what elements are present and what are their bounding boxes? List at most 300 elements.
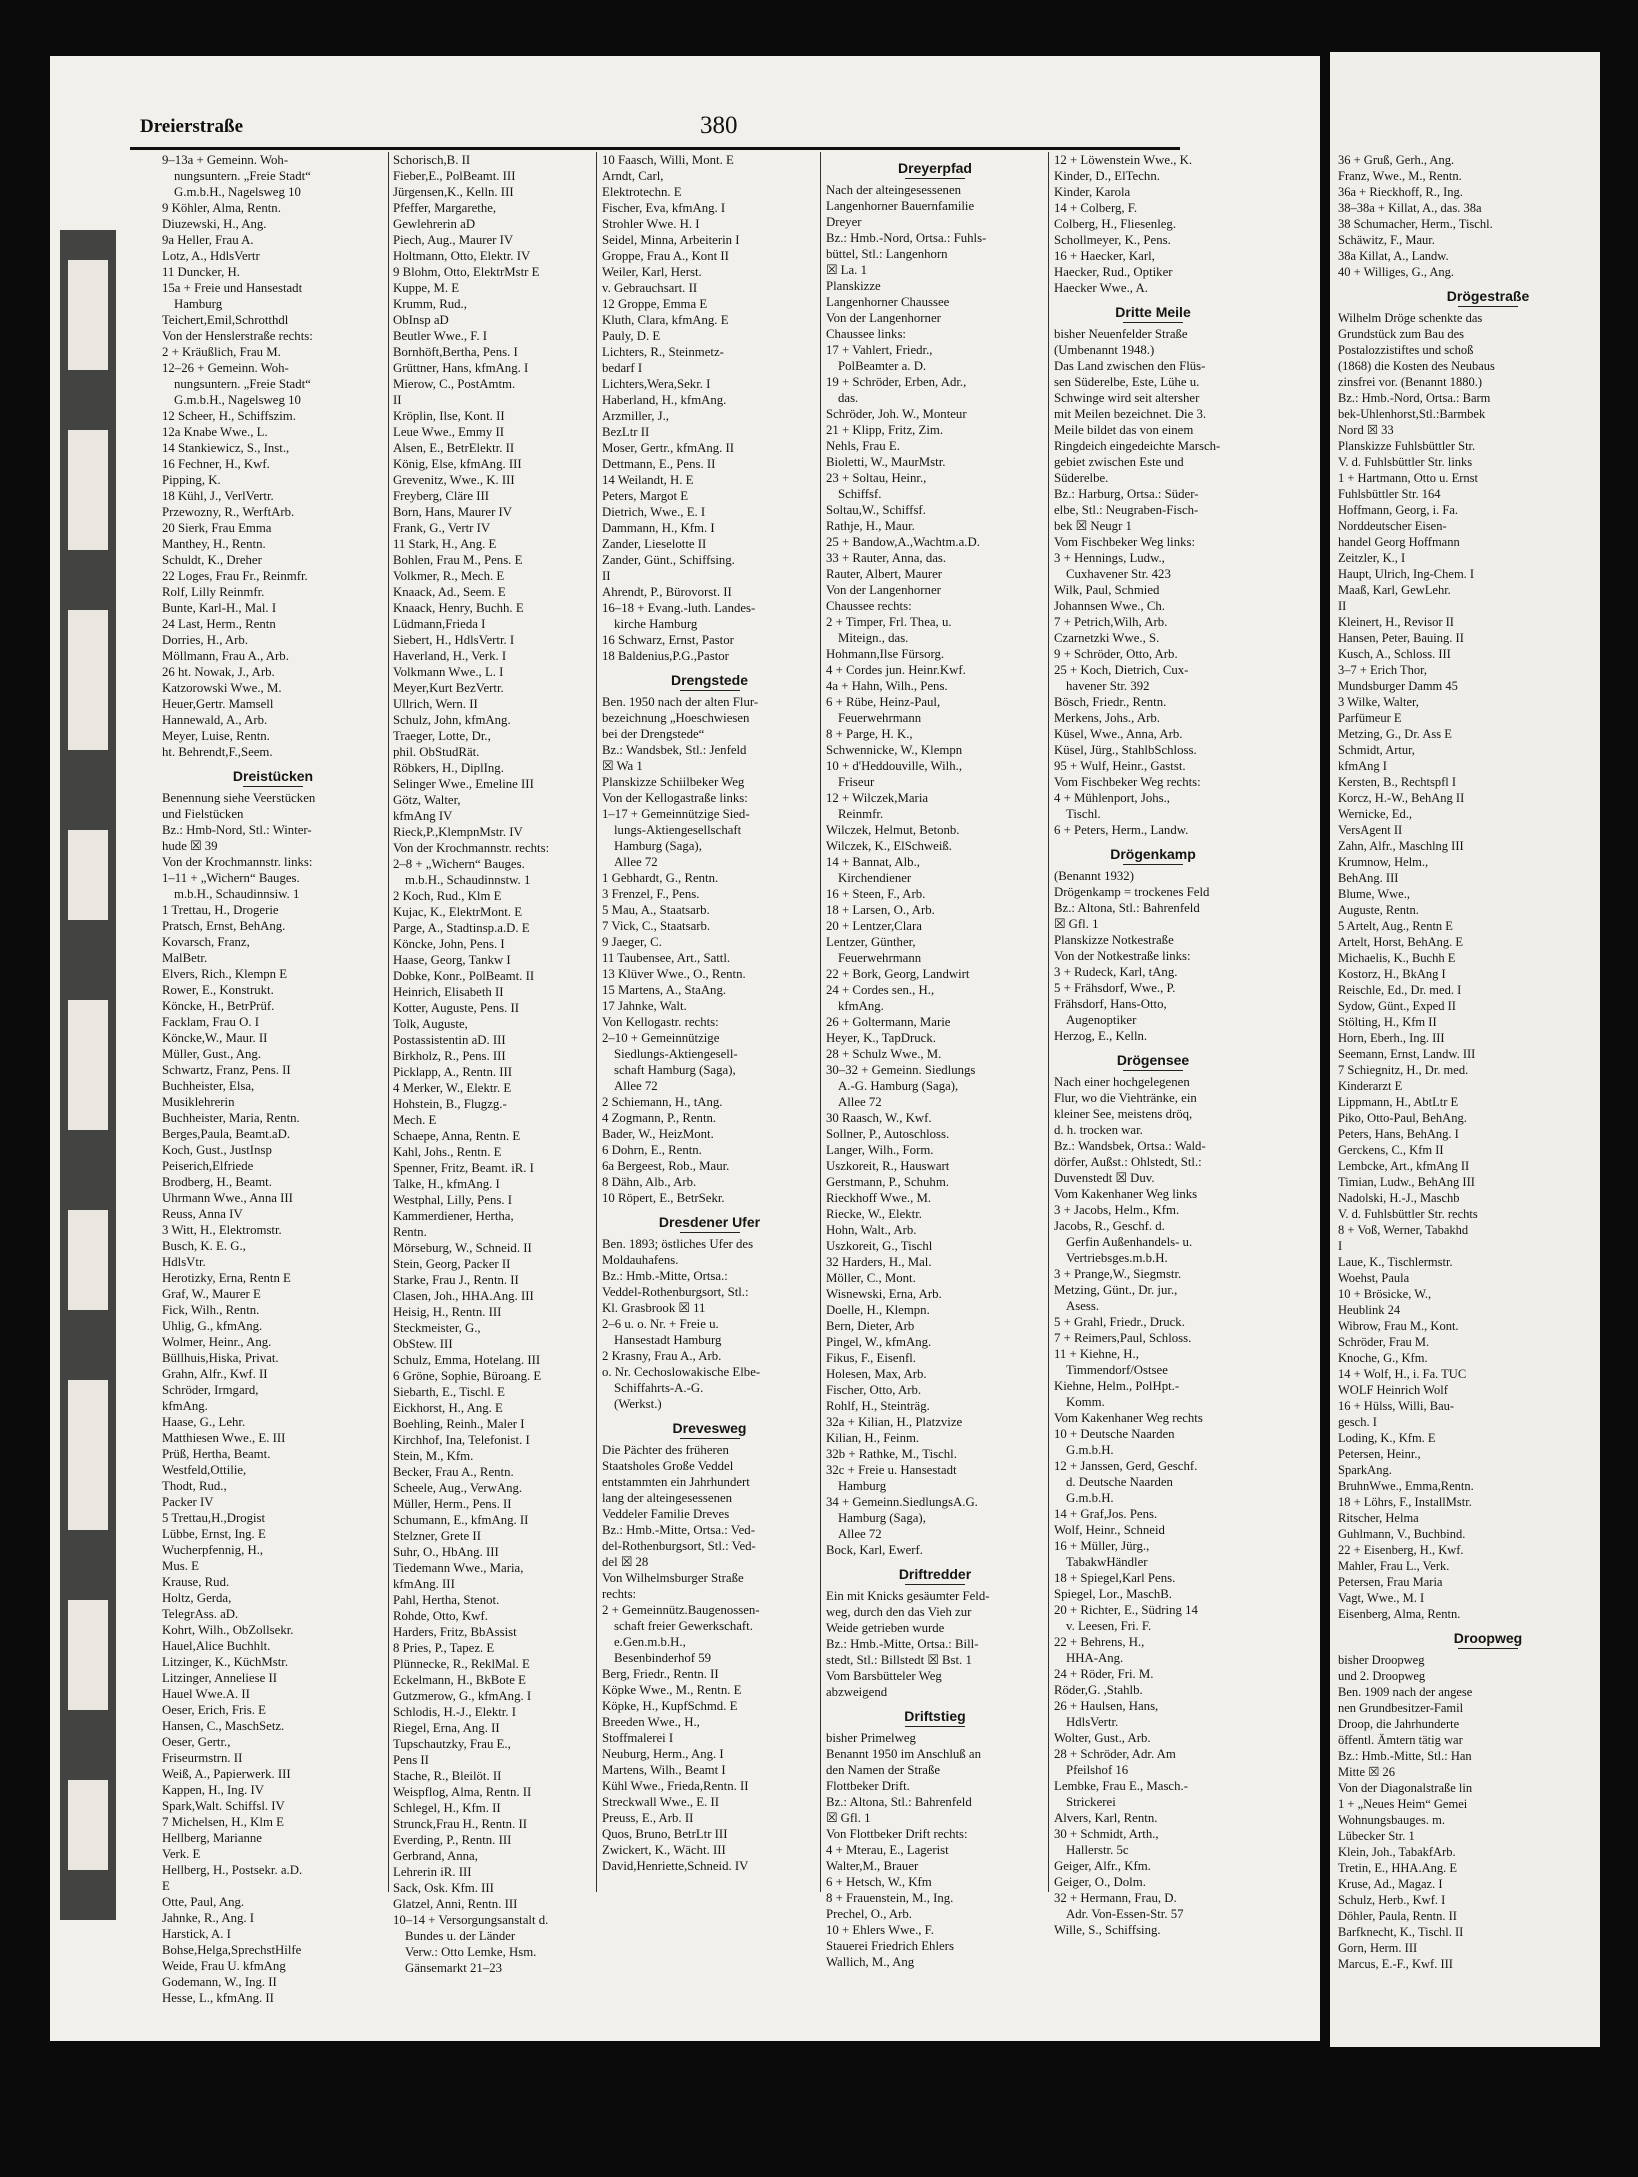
- list-item: Rieck,P.,KlempnMstr. IV: [393, 825, 523, 839]
- list-item: Weiß, A., Papierwerk. III: [162, 1767, 291, 1781]
- list-item: 21 + Klipp, Fritz, Zim.: [826, 423, 944, 437]
- list-item: Allee 72: [838, 1527, 882, 1541]
- list-item: 24 + Cordes sen., H.,: [826, 983, 935, 997]
- list-item: Lembcke, Art., kfmAng II: [1338, 1159, 1470, 1173]
- list-item: 22 + Bork, Georg, Landwirt: [826, 967, 970, 981]
- list-item: A.-G. Hamburg (Saga),: [838, 1079, 959, 1093]
- list-item: Verw.: Otto Lemke, Hsm.: [405, 1945, 537, 1959]
- list-item: Bz.: Altona, Stl.: Bahrenfeld: [826, 1795, 972, 1809]
- list-item: Benennung siehe Veerstücken: [162, 791, 316, 805]
- list-item: Schumann, E., kfmAng. II: [393, 1513, 529, 1527]
- list-item: Moser, Gertr., kfmAng. II: [602, 441, 735, 455]
- list-item: Wisnewski, Erna, Arb.: [826, 1287, 942, 1301]
- list-item: Haberland, H., kfmAng.: [602, 393, 727, 407]
- binding-mark: [68, 1210, 108, 1310]
- list-item: Stein, Georg, Packer II: [393, 1257, 511, 1271]
- list-item: Dietrich, Wwe., E. I: [602, 505, 706, 519]
- list-item: Jacobs, R., Geschf. d.: [1054, 1219, 1165, 1233]
- list-item: Woehst, Paula: [1338, 1271, 1410, 1285]
- list-item: bek ☒ Neugr 1: [1054, 519, 1132, 533]
- list-item: Schiffahrts-A.-G.: [614, 1381, 704, 1395]
- binding-mark: [68, 260, 108, 370]
- list-item: Fick, Wilh., Rentn.: [162, 1303, 260, 1317]
- list-item: Vom Kakenhaner Weg links: [1054, 1187, 1198, 1201]
- list-item: Zander, Günt., Schiffsing.: [602, 553, 735, 567]
- list-item: 36 + Gruß, Gerh., Ang.: [1338, 153, 1455, 167]
- list-item: Lehrerin iR. III: [393, 1865, 472, 1879]
- list-item: Kuppe, M. E: [393, 281, 460, 295]
- list-item: Plünnecke, R., ReklMal. E: [393, 1657, 530, 1671]
- list-item: rechts:: [602, 1587, 637, 1601]
- list-item: 16–18 + Evang.-luth. Landes-: [602, 601, 756, 615]
- list-item: Hesse, L., kfmAng. II: [162, 1991, 274, 2005]
- list-item: Rentn.: [393, 1225, 427, 1239]
- list-item: 11 Duncker, H.: [162, 265, 240, 279]
- list-item: Gänsemarkt 21–23: [405, 1961, 503, 1975]
- list-item: 25 + Bandow,A.,Wachtm.a.D.: [826, 535, 980, 549]
- list-item: das.: [838, 391, 859, 405]
- list-item: 10 + Brösicke, W.,: [1338, 1287, 1432, 1301]
- list-item: Groppe, Frau A., Kont II: [602, 249, 729, 263]
- list-item: Geiger, Alfr., Kfm.: [1054, 1859, 1151, 1873]
- list-item: Facklam, Frau O. I: [162, 1015, 260, 1029]
- list-item: Vom Barsbütteler Weg: [826, 1669, 942, 1683]
- list-item: Wibrow, Frau M., Kont.: [1338, 1319, 1459, 1333]
- list-item: Hamburg: [838, 1479, 887, 1493]
- list-item: 3 + Prange,W., Siegmstr.: [1054, 1267, 1182, 1281]
- list-item: Frähsdorf, Hans-Otto,: [1054, 997, 1167, 1011]
- list-item: 6 + Hetsch, W., Kfm: [826, 1875, 932, 1889]
- list-item: entstammten ein Jahrhundert: [602, 1475, 750, 1489]
- list-item: Westphal, Lilly, Pens. I: [393, 1193, 512, 1207]
- list-item: 3 Wilke, Walter,: [1338, 695, 1419, 709]
- list-item: ht. Behrendt,F.,Seem.: [162, 745, 273, 759]
- list-item: Schröder, Irmgard,: [162, 1383, 259, 1397]
- list-item: 18 + Larsen, O., Arb.: [826, 903, 935, 917]
- list-item: Schulz, Herb., Kwf. I: [1338, 1893, 1446, 1907]
- list-item: 38 Schumacher, Herm., Tischl.: [1338, 217, 1493, 231]
- list-item: Kohrt, Wilh., ObZollsekr.: [162, 1623, 294, 1637]
- list-item: Zeitzler, K., I: [1338, 551, 1406, 565]
- column-5: [1054, 152, 1252, 1937]
- list-item: Schorisch,B. II: [393, 153, 471, 167]
- list-item: Ben. 1893; östliches Ufer des: [602, 1237, 754, 1251]
- street-heading: Drögestraße: [1338, 288, 1638, 307]
- list-item: 3 Frenzel, F., Pens.: [602, 887, 700, 901]
- list-item: Hansestadt Hamburg: [614, 1333, 722, 1347]
- list-item: Mitte ☒ 26: [1338, 1765, 1396, 1779]
- list-item: Katzorowski Wwe., M.: [162, 681, 282, 695]
- list-item: 30 Raasch, W., Kwf.: [826, 1111, 932, 1125]
- list-item: Becker, Frau A., Rentn.: [393, 1465, 514, 1479]
- list-item: Grevenitz, Wwe., K. III: [393, 473, 515, 487]
- list-item: Piech, Aug., Maurer IV: [393, 233, 514, 247]
- list-item: 12 + Janssen, Gerd, Geschf.: [1054, 1459, 1198, 1473]
- list-item: Postalozzistiftes und schoß: [1338, 343, 1474, 357]
- list-item: 14 Stankiewicz, S., Inst.,: [162, 441, 290, 455]
- list-item: König, Else, kfmAng. III: [393, 457, 522, 471]
- list-item: Merkens, Johs., Arb.: [1054, 711, 1160, 725]
- list-item: Cuxhavener Str. 423: [1066, 567, 1171, 581]
- list-item: 8 Pries, P., Tapez. E: [393, 1641, 495, 1655]
- list-item: G.m.b.H.: [1066, 1491, 1114, 1505]
- list-item: 8 + Voß, Werner, Tabakhd: [1338, 1223, 1469, 1237]
- list-item: Müller, Gust., Ang.: [162, 1047, 262, 1061]
- list-item: 9 + Schröder, Otto, Arb.: [1054, 647, 1178, 661]
- list-item: v. Leesen, Fri. F.: [1066, 1619, 1152, 1633]
- list-item: 20 Sierk, Frau Emma: [162, 521, 272, 535]
- column-1: [162, 152, 384, 2005]
- list-item: 7 Vick, C., Staatsarb.: [602, 919, 711, 933]
- list-item: Knaack, Ad., Seem. E: [393, 585, 506, 599]
- list-item: m.b.H., Schaudinnsiw. 1: [174, 887, 300, 901]
- list-item: Von der Krochmannstr. rechts:: [393, 841, 550, 855]
- list-item: Bohse,Helga,SprechstHilfe: [162, 1943, 302, 1957]
- list-item: 4a + Hahn, Wilh., Pens.: [826, 679, 948, 693]
- binding-mark: [68, 1380, 108, 1530]
- binding-mark: [68, 1000, 108, 1130]
- list-item: Hauel Wwe.A. II: [162, 1687, 250, 1701]
- list-item: Grahn, Alfr., Kwf. II: [162, 1367, 268, 1381]
- list-item: ☒ La. 1: [826, 263, 867, 277]
- list-item: hude ☒ 39: [162, 839, 218, 853]
- list-item: Clasen, Joh., HHA.Ang. III: [393, 1289, 534, 1303]
- list-item: Allee 72: [614, 1079, 658, 1093]
- list-item: VersAgent II: [1338, 823, 1403, 837]
- list-item: havener Str. 392: [1066, 679, 1150, 693]
- list-item: 24 Last, Herm., Rentn: [162, 617, 276, 631]
- list-item: Kahl, Johs., Rentn. E: [393, 1145, 502, 1159]
- list-item: 8 + Parge, H. K.,: [826, 727, 913, 741]
- list-item: Strohler Wwe. H. I: [602, 217, 700, 231]
- list-item: 28 + Schulz Wwe., M.: [826, 1047, 942, 1061]
- list-item: 30–32 + Gemeinn. Siedlungs: [826, 1063, 976, 1077]
- list-item: nungsuntern. „Freie Stadt“: [174, 169, 311, 183]
- list-item: Stoffmalerei I: [602, 1731, 674, 1745]
- list-item: 10 + Ehlers Wwe., F.: [826, 1923, 934, 1937]
- list-item: Kappen, H., Ing. IV: [162, 1783, 264, 1797]
- list-item: Krumm, Rud.,: [393, 297, 467, 311]
- list-item: Wernicke, Ed.,: [1338, 807, 1412, 821]
- list-item: 2–8 + „Wichern“ Bauges.: [393, 857, 525, 871]
- list-item: Köpke Wwe., M., Rentn. E: [602, 1683, 742, 1697]
- list-item: Beutler Wwe., F. I: [393, 329, 487, 343]
- list-item: öffentl. Ämtern tätig war: [1338, 1733, 1463, 1747]
- list-item: lungs-Aktiengesellschaft: [614, 823, 742, 837]
- list-item: Zwickert, K., Wächt. III: [602, 1843, 726, 1857]
- list-item: Schröder, Frau M.: [1338, 1335, 1430, 1349]
- list-item: Spenner, Fritz, Beamt. iR. I: [393, 1161, 534, 1175]
- list-item: 30 + Schmidt, Arth.,: [1054, 1827, 1159, 1841]
- list-item: bisher Primelweg: [826, 1731, 916, 1745]
- list-item: 32 + Hermann, Frau, D.: [1054, 1891, 1177, 1905]
- list-item: Köncke, H., BetrPrüf.: [162, 999, 275, 1013]
- list-item: Soltau,W., Schiffsf.: [826, 503, 926, 517]
- list-item: Uszkoreit, G., Tischl: [826, 1239, 933, 1253]
- list-item: Meyer, Luise, Rentn.: [162, 729, 270, 743]
- list-item: Glatzel, Anni, Rentn. III: [393, 1897, 518, 1911]
- list-item: Gerfin Außenhandels- u.: [1066, 1235, 1193, 1249]
- list-item: lang der alteingesessenen: [602, 1491, 733, 1505]
- list-item: gebiet zwischen Este und: [1054, 455, 1184, 469]
- list-item: Laue, K., Tischlermstr.: [1338, 1255, 1453, 1269]
- column-4: [826, 152, 1044, 1969]
- list-item: Bz.: Hmb.-Nord, Ortsa.: Fuhls-: [826, 231, 987, 245]
- list-item: Guhlmann, V., Buchbind.: [1338, 1527, 1466, 1541]
- list-item: 22 + Behrens, H.,: [1054, 1635, 1145, 1649]
- list-item: Hohmann,Ilse Fürsorg.: [826, 647, 945, 661]
- list-item: Wolf, Heinr., Schneid: [1054, 1523, 1165, 1537]
- list-item: Haupt, Ulrich, Ing-Chem. I: [1338, 567, 1475, 581]
- list-item: Müller, Herm., Pens. II: [393, 1497, 512, 1511]
- list-item: Kleinert, H., Revisor II: [1338, 615, 1454, 629]
- list-item: 12 + Löwenstein Wwe., K.: [1054, 153, 1193, 167]
- list-item: Pfeffer, Margarethe,: [393, 201, 497, 215]
- list-item: ☒ Gfl. 1: [1054, 917, 1099, 931]
- list-item: Parge, A., Stadtinsp.a.D. E: [393, 921, 530, 935]
- list-item: Strickerei: [1066, 1795, 1116, 1809]
- list-item: Haecker, Rud., Optiker: [1054, 265, 1173, 279]
- list-item: Kirchendiener: [838, 871, 912, 885]
- list-item: Ben. 1950 nach der alten Flur-: [602, 695, 759, 709]
- list-item: Koch, Gust., JustInsp: [162, 1143, 272, 1157]
- list-item: Dobke, Konr., PolBeamt. II: [393, 969, 535, 983]
- list-item: Artelt, Horst, BehAng. E: [1338, 935, 1463, 949]
- list-item: Berg, Friedr., Rentn. II: [602, 1667, 719, 1681]
- list-item: Von der Krochmannstr. links:: [162, 855, 313, 869]
- list-item: Kinder, Karola: [1054, 185, 1131, 199]
- list-item: Uszkoreit, R., Hauswart: [826, 1159, 950, 1173]
- list-item: 2 + Kräußlich, Frau M.: [162, 345, 281, 359]
- list-item: 9 Blohm, Otto, ElektrMstr E: [393, 265, 540, 279]
- list-item: Czarnetzki Wwe., S.: [1054, 631, 1160, 645]
- list-item: Seemann, Ernst, Landw. III: [1338, 1047, 1476, 1061]
- list-item: Fieber,E., PolBeamt. III: [393, 169, 516, 183]
- list-item: 1 Gebhardt, G., Rentn.: [602, 871, 719, 885]
- list-item: (Werkst.): [614, 1397, 662, 1411]
- list-item: Schulz, Emma, Hotelang. III: [393, 1353, 541, 1367]
- list-item: Johannsen Wwe., Ch.: [1054, 599, 1166, 613]
- street-heading: Dritte Meile: [1054, 304, 1252, 323]
- list-item: Friseurmstrn. II: [162, 1751, 243, 1765]
- list-item: 32a + Kilian, H., Platzvize: [826, 1415, 963, 1429]
- list-item: bedarf I: [602, 361, 643, 375]
- binding-mark: [68, 610, 108, 750]
- list-item: Gerstmann, P., Schuhm.: [826, 1175, 949, 1189]
- list-item: 16 Fechner, H., Kwf.: [162, 457, 270, 471]
- list-item: Holtmann, Otto, Elektr. IV: [393, 249, 531, 263]
- list-item: Von der Langenhorner: [826, 311, 941, 325]
- list-item: nen Grundbesitzer-Famil: [1338, 1701, 1464, 1715]
- list-item: Duvenstedt ☒ Duv.: [1054, 1171, 1155, 1185]
- list-item: d. Deutsche Naarden: [1066, 1475, 1173, 1489]
- list-item: 38–38a + Killat, A., das. 38a: [1338, 201, 1482, 215]
- header-rule: [130, 147, 1180, 150]
- list-item: und 2. Droopweg: [1338, 1669, 1426, 1683]
- list-item: Bz.: Altona, Stl.: Bahrenfeld: [1054, 901, 1200, 915]
- page-number: 380: [700, 112, 738, 139]
- list-item: Köpke, H., KupfSchmd. E: [602, 1699, 738, 1713]
- list-item: kfmAng.: [162, 1399, 208, 1413]
- list-item: 18 Baldenius,P.G.,Pastor: [602, 649, 729, 663]
- list-item: Langenhorner Bauernfamilie: [826, 199, 975, 213]
- list-item: Pauly, D. E: [602, 329, 661, 343]
- list-item: Prüß, Hertha, Beamt.: [162, 1447, 271, 1461]
- list-item: Starke, Frau J., Rentn. II: [393, 1273, 519, 1287]
- list-item: Siebarth, E., Tischl. E: [393, 1385, 505, 1399]
- binding-mark: [68, 1600, 108, 1710]
- list-item: G.m.b.H., Nagelsweg 10: [174, 393, 301, 407]
- list-item: Droop, die Jahrhunderte: [1338, 1717, 1460, 1731]
- list-item: kleiner See, meistens dröq,: [1054, 1107, 1193, 1121]
- list-item: Picklapp, A., Rentn. III: [393, 1065, 513, 1079]
- list-item: schaft freier Gewerkschaft.: [614, 1619, 753, 1633]
- list-item: abzweigend: [826, 1685, 888, 1699]
- list-item: Bz.: Hmb-Nord, Stl.: Winter-: [162, 823, 312, 837]
- list-item: 3–7 + Erich Thor,: [1338, 663, 1427, 677]
- list-item: Barfknecht, K., Tischl. II: [1338, 1925, 1464, 1939]
- list-item: Haase, G., Lehr.: [162, 1415, 246, 1429]
- list-item: 32c + Freie u. Hansestadt: [826, 1463, 957, 1477]
- list-item: 6 Dohrn, E., Rentn.: [602, 1143, 702, 1157]
- list-item: kfmAng IV: [393, 809, 453, 823]
- list-item: Süderelbe.: [1054, 471, 1109, 485]
- list-item: Nach der alteingesessenen: [826, 183, 962, 197]
- list-item: 2 Krasny, Frau A., Arb.: [602, 1349, 722, 1363]
- list-item: Maaß, Karl, GewLehr.: [1338, 583, 1451, 597]
- list-item: Hannewald, A., Arb.: [162, 713, 268, 727]
- street-heading: Drögenkamp: [1054, 846, 1252, 865]
- list-item: 12a Knabe Wwe., L.: [162, 425, 268, 439]
- list-item: schaft Hamburg (Saga),: [614, 1063, 736, 1077]
- list-item: Mech. E: [393, 1113, 437, 1127]
- list-item: Geiger, O., Dolm.: [1054, 1875, 1146, 1889]
- list-item: Martens, Wilh., Beamt I: [602, 1763, 726, 1777]
- street-heading: Dreistücken: [162, 768, 384, 787]
- list-item: 2–6 u. o. Nr. + Freie u.: [602, 1317, 719, 1331]
- list-item: Büllhuis,Hiska, Privat.: [162, 1351, 279, 1365]
- list-item: Planskizze Fuhlsbüttler Str.: [1338, 439, 1476, 453]
- list-item: 14 + Wolf, H., i. Fa. TUC: [1338, 1367, 1467, 1381]
- list-item: sen Süderelbe, Este, Lühe u.: [1054, 375, 1200, 389]
- list-item: Horn, Eberh., Ing. III: [1338, 1031, 1445, 1045]
- list-item: Eckelmann, H., BkBote E: [393, 1673, 526, 1687]
- list-item: Heublink 24: [1338, 1303, 1401, 1317]
- list-item: II: [1338, 599, 1347, 613]
- list-item: Küsel, Wwe., Anna, Arb.: [1054, 727, 1183, 741]
- list-item: 12–26 + Gemeinn. Woh-: [162, 361, 289, 375]
- list-item: Möllmann, Frau A., Arb.: [162, 649, 289, 663]
- list-item: nungsuntern. „Freie Stadt“: [174, 377, 311, 391]
- list-item: mit Meilen bezeichnet. Die 3.: [1054, 407, 1207, 421]
- right-page-strip: [1330, 52, 1600, 2047]
- list-item: Bz.: Hmb.-Mitte, Stl.: Han: [1338, 1749, 1472, 1763]
- list-item: Herotizky, Erna, Rentn E: [162, 1271, 291, 1285]
- list-item: Staatsholes Große Veddel: [602, 1459, 734, 1473]
- list-item: Besenbinderhof 59: [614, 1651, 712, 1665]
- list-item: 17 Jahnke, Walt.: [602, 999, 687, 1013]
- list-item: Teichert,Emil,Schrotthdl: [162, 313, 289, 327]
- list-item: Lentzer, Günther,: [826, 935, 916, 949]
- list-item: Petersen, Heinr.,: [1338, 1447, 1421, 1461]
- list-item: Przewozny, R., WerftArb.: [162, 505, 295, 519]
- list-item: Gewlehrerin aD: [393, 217, 476, 231]
- list-item: Arndt, Carl,: [602, 169, 664, 183]
- list-item: Knaack, Henry, Buchh. E: [393, 601, 524, 615]
- list-item: 8 Dähn, Alb., Arb.: [602, 1175, 697, 1189]
- list-item: Parfümeur E: [1338, 711, 1402, 725]
- list-item: Arzmiller, J.,: [602, 409, 670, 423]
- list-item: m.b.H., Schaudinnstw. 1: [405, 873, 531, 887]
- list-item: V. d. Fuhlsbüttler Str. links: [1338, 455, 1473, 469]
- list-item: dörfer, Außst.: Ohlstedt, Stl.:: [1054, 1155, 1202, 1169]
- list-item: 6 + Peters, Herm., Landw.: [1054, 823, 1189, 837]
- list-item: Bundes u. der Länder: [405, 1929, 516, 1943]
- list-item: Nehls, Frau E.: [826, 439, 900, 453]
- list-item: Hallerstr. 5c: [1066, 1843, 1129, 1857]
- list-item: Stache, R., Bleilöt. II: [393, 1769, 502, 1783]
- column-2: [393, 152, 593, 1975]
- list-item: 1 + „Neues Heim“ Gemei: [1338, 1797, 1468, 1811]
- list-item: Selinger Wwe., Emeline III: [393, 777, 534, 791]
- list-item: Hellberg, Marianne: [162, 1831, 262, 1845]
- list-item: Stauerei Friedrich Ehlers: [826, 1939, 954, 1953]
- list-item: und Fielstücken: [162, 807, 244, 821]
- list-item: 16 + Steen, F., Arb.: [826, 887, 926, 901]
- list-item: Hoffmann, Georg, i. Fa.: [1338, 503, 1459, 517]
- list-item: Ullrich, Wern. II: [393, 697, 478, 711]
- list-item: Wucherpfennig, H.,: [162, 1543, 264, 1557]
- list-item: Rauter, Albert, Maurer: [826, 567, 943, 581]
- list-item: Scheele, Aug., VerwAng.: [393, 1481, 523, 1495]
- list-item: Drögenkamp = trockenes Feld: [1054, 885, 1210, 899]
- list-item: SparkAng.: [1338, 1463, 1392, 1477]
- list-item: Von der Henslerstraße rechts:: [162, 329, 313, 343]
- list-item: 32 Harders, H., Mal.: [826, 1255, 932, 1269]
- list-item: 4 + Cordes jun. Heinr.Kwf.: [826, 663, 966, 677]
- list-item: Feuerwehrmann: [838, 711, 922, 725]
- list-item: 8 + Frauenstein, M., Ing.: [826, 1891, 954, 1905]
- list-item: Mundsburger Damm 45: [1338, 679, 1458, 693]
- list-item: Langer, Wilh., Form.: [826, 1143, 934, 1157]
- list-item: 1–11 + „Wichern“ Bauges.: [162, 871, 300, 885]
- list-item: Von der Kellogastraße links:: [602, 791, 748, 805]
- list-item: weg, durch den das Vieh zur: [826, 1605, 972, 1619]
- list-item: Wilk, Paul, Schmied: [1054, 583, 1160, 597]
- list-item: Asess.: [1066, 1299, 1100, 1313]
- list-item: II: [602, 569, 611, 583]
- list-item: Wohnungsbauges. m.: [1338, 1813, 1445, 1827]
- list-item: 14 + Bannat, Alb.,: [826, 855, 920, 869]
- list-item: 7 Schiegnitz, H., Dr. med.: [1338, 1063, 1469, 1077]
- list-item: Lüdmann,Frieda I: [393, 617, 486, 631]
- list-item: V. d. Fuhlsbüttler Str. rechts: [1338, 1207, 1478, 1221]
- list-item: Jürgensen,K., Kelln. III: [393, 185, 514, 199]
- list-item: Hamburg (Saga),: [838, 1511, 926, 1525]
- list-item: Meyer,Kurt BezVertr.: [393, 681, 504, 695]
- list-item: 18 Kühl, J., VerlVertr.: [162, 489, 274, 503]
- list-item: Schiffsf.: [838, 487, 882, 501]
- list-item: Möller, C., Mont.: [826, 1271, 916, 1285]
- list-item: Spark,Walt. Schiffsl. IV: [162, 1799, 285, 1813]
- list-item: 20 + Richter, E., Südring 14: [1054, 1603, 1198, 1617]
- list-item: Gorn, Herm. III: [1338, 1941, 1418, 1955]
- list-item: Knoche, G., Kfm.: [1338, 1351, 1428, 1365]
- list-item: II: [393, 393, 402, 407]
- list-item: 5 + Frähsdorf, Wwe., P.: [1054, 981, 1176, 995]
- list-item: Riegel, Erna, Ang. II: [393, 1721, 500, 1735]
- list-item: zinsfrei vor. (Benannt 1880.): [1338, 375, 1483, 389]
